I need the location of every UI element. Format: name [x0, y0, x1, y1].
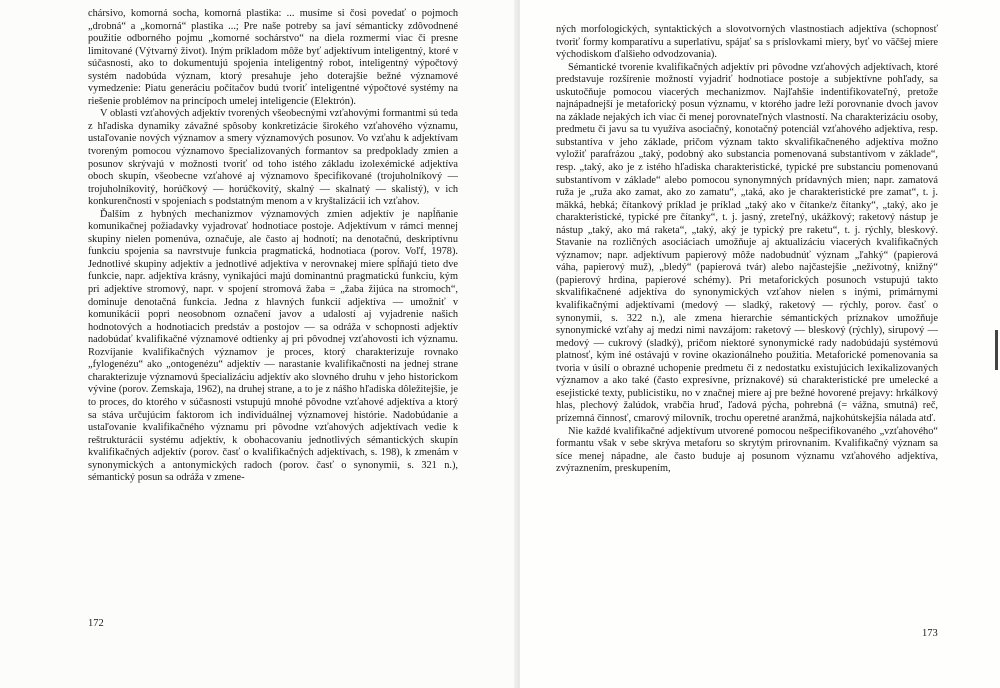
page-number: 172 [88, 618, 104, 629]
paragraph: Sémantické tvorenie kvalifikačných adjektív pri pôvodne vzťahových adjektívach, ktoré predstavuje rozšírenie možností vyjadriť hodnotiace postoje a subjektívne pohľady, sa uskutočňuje pomocou viacerých mechanizmov. Najľahšie indentifikovateľný, pretože najnápadnejší je metaforický posun významu, v ktorého jadre leží porovnanie dvoch javov na základe nejakých ich viac či menej porovnateľných vlastností. Na charakterizáciu osoby, predmetu či javu sa tu využíva asociačný, konotačný potenciál vzťahového adjektíva, resp. substantíva v jeho základe, pričom význam takto skvalifikačneného adjektíva možno vyložiť parafrázou „taký, podobný ako substancia pomenovaná substantívom v základe“, resp. „taký, ako je z istého hľadiska charakteristické, typické pre substanciu pomenovanú substantívom v základe“ alebo pomocou synonymných prídavných mien; napr. zamatová ruža je „ruža ako zamat, ako zo zamatu“, „taká, ako je charakteristické pre zamat“, t. j. mäkká, hebká; čítankový príklad je príklad „taký ako v čítanke/z čítanky“, „taký, ako je charakteristické, typické pre čítanky“, t. j. jasný, zreteľný, ukážkový; raketový nástup je nástup „taký, ako má raketa“, „taký, aký je typický pre raketu“, t. j. rýchly, bleskový. Stavanie na rozličných asociáciach umožňuje aj aktualizáciu viacerých kvalifikačných významov; napr. adjektívum papierový môže nadobudnúť význam „ľahký“ (papierová váha, papierový muž), „bledý“ (papierová tvár) alebo najčastejšie „neživotný, knižný“ (papierový hrdina, papierové schémy). Pri metaforických posunoch vstupujú takto skvalifikačnené adjektíva do synonymických vzťahov nielen s inými, primárnymi kvalifikačnými adjektívami (medový — sladký, raketový — rýchly, porov. časť o synonymii, s. 322 n.), ale zmena hierarchie sémantických príznakov umožňuje synonymické vzťahy aj medzi nimi navzájom: raketový — bleskový (rýchly), sirupový — medový — cukrový (sladký), pričom niektoré synonymické rady nadobúdajú systémovú platnosť, kým iné ostávajú v rovine okazionálneho použitia. Metaforické pomenovania sa tvoria v úsilí o obrazné uchopenie predmetu či z nedostatku existujúcich lexikalizovaných významov a ako také (často expresívne, príznakové) sú charakteristické pre umelecké a esejistické texty, publicistiku, no v značnej miere aj pre bežné hovorené prejavy: hrkálkový hlas, plechový žalúdok, vrabčia hruď, ľadová pýcha, pohrebná (= vážna, smutná) reč, prízemná činnosť, cmarový milovník, trochu operetné aranžmá, najkohútskejšia nálada atď. [556, 61, 938, 424]
left-page-text [88, 8, 458, 485]
right-page [520, 0, 1000, 688]
paragraph: Ďalším z hybných mechanizmov významových zmien adjektív je napĺňanie komunikačnej požiadavky vyjadrovať hodnotiace postoje. Adjektívum v rámci mennej skupiny nielen pomenúva, označuje, ale často aj hodnotí; na denotačnú, deskriptívnu funkciu spojenia sa navrstvuje funkcia pragmatická, hodnotiaca (porov. Voľf, 1978). Jednotlivé skupiny adjektív a jednotlivé adjektíva v nerovnakej miere spĺňajú tieto dve funkcie, napr. adjektíva krásny, vynikajúci majú dominantnú pragmatickú funkciu, kým pri adjektíve stromový, napr. v spojení stromová žaba = „žaba žijúca na stromoch“, dominuje denotačná funkcia. Jedna z hlavných funkcií adjektíva — umožniť v komunikácii popri neosobnom označení javov a udalostí aj vyjadrenie našich hodnotových a hodnotiacich predstáv a postojov — sa odráža v schopnosti adjektív nadobúdať kvalifikačné významové odtienky aj pri pôvodnej vzťahovosti ich významu. Rozvíjanie kvalifikačných významov je proces, ktorý charakterizuje rovnako „fylogenézu“ ako „ontogenézu“ adjektív — narastanie kvalifikačnosti na jednej strane charakterizuje významovú špecializáciu adjektív ako slovného druhu v jeho historickom vývine (porov. Zemskaja, 1962), na druhej strane, a to je z nášho hľadiska dôležitejšie, je to proces, do ktorého v súčasnosti vstupujú mnohé pôvodne vzťahové adjektíva a ktorý sa stáva určujúcim faktorom ich individuálnej významovej histórie. Nadobúdanie a ustaľovanie kvalifikačného významu pri pôvodne vzťahových adjektívach vedie k reštrukturácii systému adjektív, k obohacovaniu jednotlivých sémantických skupín kvalifikačných adjektív (porov. časť o kvalifikačných adjektívach, s. 198), k zmenám v synonymických a antonymických radoch (porov. časť o synonymii, s. 321 n.), sémantický posun sa odráža v zmene- [88, 208, 458, 484]
paragraph: Nie každé kvalifikačné adjektívum utvorené pomocou nešpecifikovaného „vzťahového“ formantu však v sebe skrýva metaforu so skrytým prirovnaním. Kvalifikačný význam sa síce menej nápadne, ale často buduje aj posunom významu vzťahového adjektíva, zvýraznením, preskupením, [556, 425, 938, 475]
page-number: 173 [922, 628, 938, 639]
paragraph: ných morfologických, syntaktických a slovotvorných vlastnostiach adjektíva (schopnosť tvoriť formy komparatívu a superlatívu, spájať sa s príslovkami miery, byť vo väčšej miere východiskom ďalšieho odvodzovania). [556, 24, 938, 61]
paragraph: V oblasti vzťahových adjektív tvorených všeobecnými vzťahovými formantmi sú teda z hľadiska dynamiky závažné spôsoby konkretizácie širokého vzťahového významu, ustaľovanie nových významov a smery významových posunov. Vo vzťahu k adjektívam tvoreným pomocou významovo špecializovaných formantov sa predpoklady zmien a posunov skrývajú v možnosti tvoriť od toho istého základu izolexémické adjektíva oboch skupín, všeobecne vzťahové aj významovo špecifikované (trojuholníkový — trojuholníkovitý, horúčkový — horúčkovitý, skalný — skalnatý — skalistý), v ich konkurenčnosti v spojeniach s podstatným menom a v kryštalizácii ich vzťahov. [88, 108, 458, 208]
scan-edge-mark [995, 330, 998, 370]
right-page-text [556, 24, 938, 476]
paragraph: chársivo, komorná socha, komorná plastika: ... musíme si čosi povedať o pojmoch „drobná“ a „komorná“ plastika ...; Pre naše potreby sa javí sémanticky zdôvodnené použitie odborného pojmu „komorné sochárstvo“ na diela rozmermi viac či presne limitované (Výtvarný život). Iným príkladom môže byť adjektívum inteligentný, ktoré v súčasnosti, ako to dokumentujú spojenia inteligentný robot, inteligentný výpočtový systém nadobúda význam, ktorý presahuje jeho doterajšie bežné významové vymedzenie: Piatu generáciu počítačov budú tvoriť inteligentné výpočtové systémy na riešenie problémov na princípoch umelej inteligencie (Elektrón). [88, 8, 458, 107]
